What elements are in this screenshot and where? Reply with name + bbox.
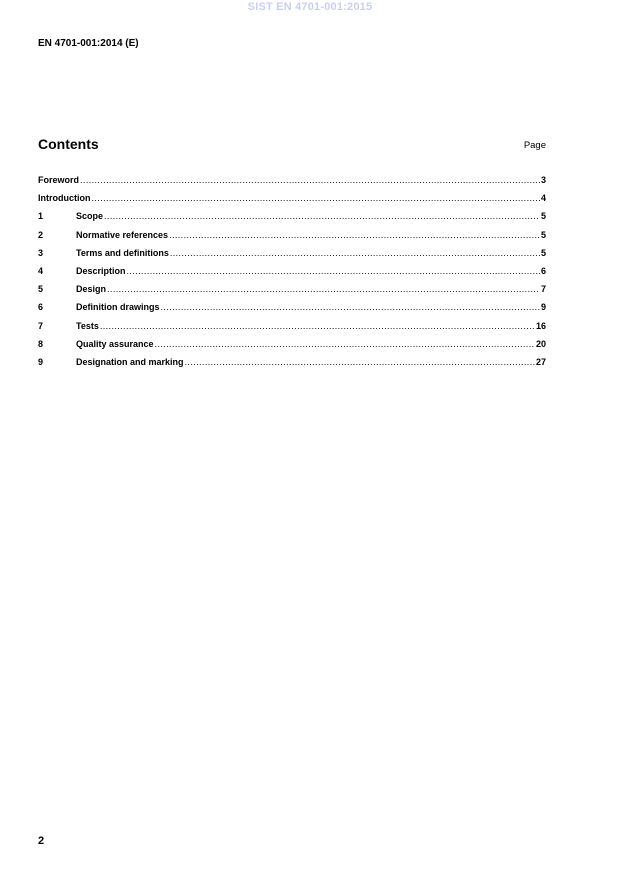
toc-entry-page: 4 (540, 193, 546, 204)
toc-entry-terms-and-definitions[interactable] (38, 248, 546, 266)
toc-entry-normative-references[interactable] (38, 230, 546, 248)
toc-entry-page: 27 (535, 356, 546, 367)
toc-leader-dots (104, 211, 540, 221)
toc-entry-introduction[interactable] (38, 193, 546, 211)
toc-entry-page: 6 (540, 265, 546, 276)
toc-leader-dots (100, 321, 535, 331)
toc-entry-number: 4 (38, 265, 44, 276)
toc-entry-number: 9 (38, 356, 44, 367)
toc-entry-description[interactable] (38, 266, 546, 284)
toc-leader-dots (170, 248, 540, 258)
toc-entry-foreword[interactable] (38, 175, 546, 193)
toc-entry-page: 16 (535, 320, 546, 331)
toc-entry-page: 5 (540, 247, 546, 258)
page-column-label: Page (523, 140, 546, 151)
toc-entry-title: Foreword (38, 175, 80, 185)
toc-entry-number: 7 (38, 320, 44, 331)
toc-leader-dots (107, 284, 540, 294)
toc-leader-dots (155, 339, 535, 349)
toc-entry-title: Designation and marking (76, 356, 184, 367)
toc-entry-title: Description (76, 265, 126, 276)
toc-leader-dots (169, 230, 540, 240)
toc-entry-title: Definition drawings (76, 302, 160, 313)
toc-entry-number: 6 (38, 302, 44, 313)
toc-entry-title: Quality assurance (76, 338, 154, 349)
toc-leader-dots (80, 175, 540, 185)
toc-entry-page: 5 (540, 229, 546, 240)
toc-entry-title: Tests (76, 320, 99, 331)
toc-entry-scope[interactable] (38, 211, 546, 229)
toc-entry-page: 20 (535, 338, 546, 349)
toc-entry-page: 3 (540, 175, 546, 185)
page-number: 2 (38, 835, 45, 847)
toc-entry-design[interactable] (38, 284, 546, 302)
toc-entry-tests[interactable] (38, 321, 546, 339)
toc-entry-title: Introduction (38, 193, 91, 204)
toc-leader-dots (92, 193, 540, 203)
toc-entry-title: Terms and definitions (76, 247, 169, 258)
document-id: EN 4701-001:2014 (E) (38, 38, 139, 49)
toc-entry-number: 3 (38, 247, 44, 258)
toc-entry-title: Scope (76, 211, 104, 222)
toc-entry-page: 7 (540, 284, 546, 295)
toc-entry-quality-assurance[interactable] (38, 339, 546, 357)
toc-entry-number: 1 (38, 211, 44, 222)
toc-entry-number: 5 (38, 284, 44, 295)
toc-entry-page: 9 (540, 302, 546, 313)
toc-leader-dots (185, 357, 535, 367)
toc-entry-number: 8 (38, 338, 44, 349)
toc-leader-dots (161, 302, 540, 312)
toc-entry-definition-drawings[interactable] (38, 302, 546, 320)
toc-entry-title: Normative references (76, 229, 169, 240)
toc-leader-dots (127, 266, 540, 276)
table-of-contents (38, 175, 546, 375)
watermark: SIST EN 4701-001:2015 (247, 1, 373, 13)
toc-entry-number: 2 (38, 229, 44, 240)
toc-entry-title: Design (76, 284, 107, 295)
toc-entry-designation-and-marking[interactable] (38, 357, 546, 375)
contents-title: Contents (38, 136, 99, 152)
toc-entry-page: 5 (540, 211, 546, 222)
